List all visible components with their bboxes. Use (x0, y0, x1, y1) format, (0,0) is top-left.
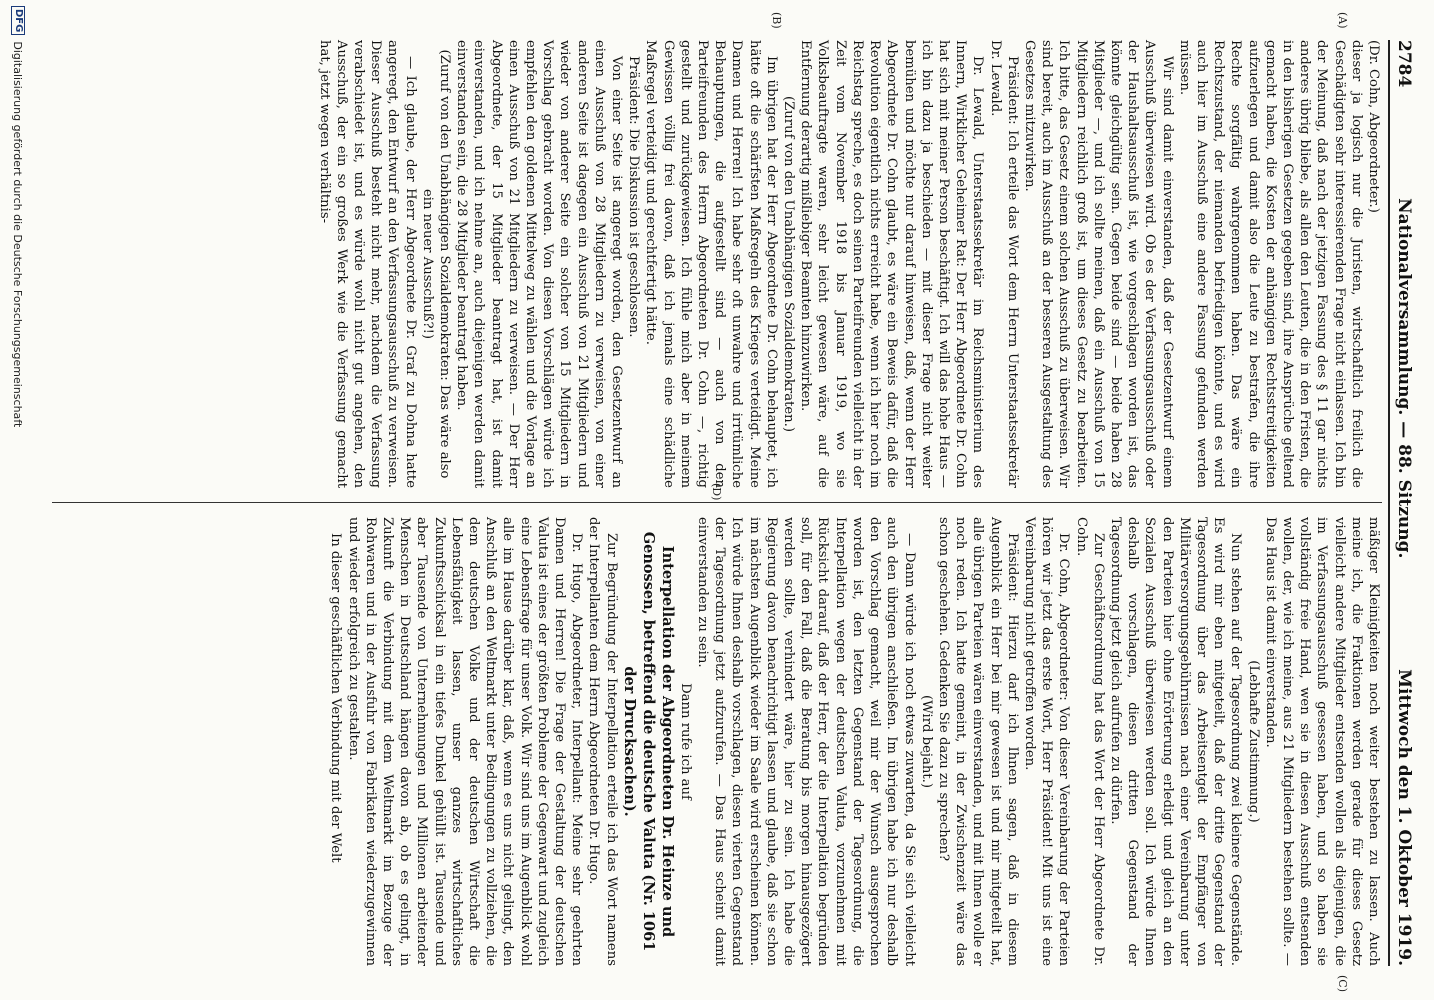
left-column-paragraph: Präsident: Ich erteile das Wort dem Herrn Unterstaatssekretär Dr. Lewald. (987, 40, 1020, 488)
left-column-paragraph: (Zuruf von den Unabhängigen Sozialdemokraten.) (781, 95, 797, 433)
left-column-paragraph: Im übrigen hat der Herr Abgeordnete Dr. Cohn behauptet, ich hätte oft die schärfsten Maßregeln des Krieges verteidigt. Meine Damen und Herren! Ich habe sehr oft unwahre und irrtümliche Behauptungen, die aufgestellt sind — auch von den Parteifreunden des Herrn Abgeordneten Dr. Cohn —, richtig gestellt und zurückgewiesen. Ich fühle mich aber in meinem Gewissen völlig frei davon, daß ich jemals eine schädliche Maßregel verteidigt und gerechtfertigt hätte. (643, 40, 779, 488)
right-column-paragraph: Präsident: Hierzu darf ich Ihnen sagen, daß in diesem Augenblick ein Herr bei mir gewesen ist und mir mitgeteilt hat, alle übrigen Parteien wären einverstanden, und mit Ihnen wolle er noch reden. Ich hatte gemeint, in der Zwischenzeit wäre das schon geschehen. Gedenken Sie dazu zu sprechen? (935, 517, 1020, 966)
right-column-paragraph: (Wird bejaht.) (918, 695, 934, 788)
left-column-paragraph: Dr. Lewald, Unterstaatssekretär im Reichsministerium des Innern, Wirklicher Geheimer Rat: Der Herr Abgeordnete Dr. Cohn hat sich mit meiner Person beschäftigt. Ich will das hohe Haus — ich bin dazu ja beschieden — mit dieser Frage nicht weiter bemühen und möchte nur darauf hinweisen, daß, wenn der Herr Abgeordnete Dr. Cohn glaubt, es wäre ein Beweis dafür, daß die Revolution eigentlich nichts erreicht habe, wenn ich hier noch im Reichstag spreche, es doch seinen Parteifreunden vielleicht in der Zeit vom November 1918 bis Januar 1919, wo sie Volksbeauftragte waren, sehr leicht gewesen wäre, auf die Entfernung derartig mißliebiger Beamten hinzuwirken. (798, 40, 986, 488)
margin-marker-a: (A) (1336, 12, 1349, 29)
right-column-paragraph: Zur Geschäftsordnung hat das Wort der Herr Abgeordnete Dr. Cohn. (1073, 517, 1106, 966)
right-column-paragraph: Dr. Hugo, Abgeordneter, Interpellant: Meine sehr geehrten Damen und Herren! Die Frage der Gestaltung der deutschen Valuta ist eines der größten Probleme der Gegenwart und zugleich eine Lebensfrage für unser Volk. Wir sind uns im Augenblick wohl alle im Hause darüber klar, daß, wenn es uns nicht gelingt, den Anschluß an den Weltmarkt unter Bedingungen zu vollziehen, die dem deutschen Volke und der deutschen Wirtschaft die Lebensfähigkeit lassen, unser ganzes wirtschaftliches Zukunftsschicksal in ein tiefes Dunkel gehüllt ist. Tausende und aber Tausende von Unternehmungen und Millionen arbeitender Menschen in Deutschland hängen davon ab, ob es gelingt, in Zukunft die Verbindung mit dem Weltmarkt im Bezuge der Rohwaren und in der Ausfuhr von Fabrikaten wiederzugewinnen und wieder erfolgreich zu gestalten. (345, 517, 585, 966)
left-column-paragraph: — Ich glaube, der Herr Abgeordnete Dr. Graf zu Dohna hatte angeregt, den Entwurf an den Verfassungsausschuß zu verweisen. Dieser Ausschuß besteht nicht mehr, nachdem die Verfassung verabschiedet ist, und es würde wohl nicht gut angehen, den Ausschuß, der ein so großes Werk wie die Verfassung gemacht hat, jetzt wegen verhältnis- (316, 40, 418, 488)
left-column (52, 12, 1382, 503)
left-column-paragraph: dieser ja logisch nur die Juristen, wirtschaftlich freilich die Geschädigten sehr interessierenden Frage nicht einlassen. Ich bin der Meinung, daß nach der jetzigen Fassung des § 11 gar nichts anderes übrig bliebe, als allen den Leuten, die in den Fristen, die in den bisherigen Gesetzen gegeben sind, ihre Ansprüche geltend gemacht haben, die Kosten der anhängigen Rechtsstreitigkeiten aufzuerlegen und damit also die Leute zu bestrafen, die ihre Rechte sorgfältig wahrgenommen haben. Das wäre ein Rechtszustand, der niemanden befriedigen könnte, und es wird auch hier im Ausschuß eine andere Fassung gefunden werden müssen. (1176, 40, 1364, 488)
digitization-note: Digitalisierung gefördert durch die Deutsche Forschungsgemeinschaft (11, 41, 25, 428)
page-title: Nationalversammlung. — 88. Sitzung. (1394, 198, 1414, 559)
left-column-paragraph: (Zuruf von den Unabhängigen Sozialdemokraten: Das wäre also ein neuer Ausschuß?!) (419, 49, 453, 479)
right-column-paragraph: Dr. Cohn, Abgeordneter: Von dieser Vereinbarung der Parteien hören wir jetzt das erste Wort, Herr Präsident! Mit uns ist eine Vereinbarung nicht getroffen worden. (1021, 517, 1072, 966)
margin-marker-c: (C) (1336, 975, 1349, 992)
right-column-paragraph: Dann rufe ich auf (677, 683, 693, 800)
page-number: 2784 (1394, 40, 1414, 88)
margin-marker-b: (B) (770, 12, 783, 29)
margin-marker-d: (D) (710, 483, 723, 501)
left-column-paragraph: Wir sind damit einverstanden, daß der Gesetzentwurf einem Ausschuß überwiesen wird. Ob es der Verfassungsausschuß oder der Haushaltsausschuß ist, wie vorgeschlagen worden ist, das könnte gleichgültig sein. Gegen beide sind — beide haben 28 Mitglieder —, und ich sollte meinen, daß ein Ausschuß von 15 Mitgliedern reichlich groß ist, um dieses Gesetz zu bearbeiten. Ich bitte, das Gesetz einem solchen Ausschuß zu überweisen. Wir sind bereit, auch im Ausschuß an der besseren Ausgestaltung des Gesetzes mitzuwirken. (1021, 40, 1175, 488)
left-column-paragraph: (Dr. Cohn, Abgeordneter.) (1366, 40, 1381, 213)
right-column-paragraph: mäßiger Kleinigkeiten noch weiter bestehen zu lassen. Auch meine ich, die Fraktionen werden gerade für dieses Gesetz vielleicht andere Mitglieder entsenden wollen als diejenigen, die im Verfassungsausschuß gesessen haben, und so haben sie vollständig freie Hand, wen sie in diesen Ausschuß entsenden wollen, der, wie ich meine, aus 21 Mitgliedern bestehen sollte. — Das Haus ist damit einverstanden. (1262, 517, 1381, 966)
right-column (52, 483, 1382, 992)
digitization-footer (6, 0, 30, 1000)
right-column-paragraph: Interpellation der Abgeordneten Dr. Heinze und Genossen, betreffend die deutsche Valuta (Nr. 1061 der Drucksachen). (620, 531, 676, 952)
page-header (1388, 40, 1414, 966)
right-column-paragraph: Nun stehen auf der Tagesordnung zwei kleinere Gegenstände. Es wird mir eben mitgeteilt, daß der dritte Gegenstand der Tagesordnung über das Arbeitsentgelt der Empfänger von Militärversorgungsgebührnissen nach einer Vereinbarung unter den Parteien hier ohne Erörterung erledigt und gleich an den Sozialen Ausschuß überwiesen werden soll. Ich würde Ihnen deshalb vorschlagen, diesen dritten Gegenstand der Tagesordnung jetzt gleich aufrufen zu dürfen. (1107, 517, 1244, 966)
text-columns (52, 12, 1382, 992)
right-column-paragraph: Zur Begründung der Interpellation erteile ich das Wort namens der Interpellanten dem Herrn Abgeordneten Dr. Hugo. (586, 517, 619, 966)
left-column-paragraph: Von einer Seite ist angeregt worden, den Gesetzentwurf an einen Ausschuß von 28 Mitgliedern zu verweisen, von einer anderen Seite ist dagegen ein Ausschuß von 21 Mitgliedern und wieder von anderer Seite ein solcher von 15 Mitgliedern in Vorschlag gebracht worden. Von diesen Vorschlägen würde ich empfehlen den goldenen Mittelweg zu wählen und die Vorlage an einen Ausschuß von 21 Mitgliedern zu verweisen. — Der Herr Abgeordnete, der 15 Mitglieder beantragt hat, ist damit einverstanden, und ich nehme an, auch diejenigen werden damit einverstanden sein, die 28 Mitglieder beantragt haben. (454, 40, 625, 488)
right-column-paragraph: — Dann würde ich noch etwas zuwarten, da Sie sich vielleicht auch den übrigen anschließen. Im übrigen habe ich nur deshalb den Vorschlag gemacht, weil mir der Wunsch ausgesprochen worden ist, den letzten Gegenstand der Tagesordnung, die Interpellation wegen der deutschen Valuta, vorzunehmen mit Rücksicht darauf, daß der Herr, der die Interpellation begründen soll, für den Fall, daß die Beratung bis morgen hinausgezögert werden sollte, verhindert wäre, hier zu sein. Ich habe die Regierung davon benachrichtigt lassen und glaube, daß sie schon im nächsten Augenblick wieder im Saale wird erscheinen können. Ich würde Ihnen deshalb vorschlagen, diesen vierten Gegenstand der Tagesordnung jetzt aufzurufen. — Das Haus scheint damit einverstanden zu sein. (695, 517, 917, 966)
right-column-paragraph: In dieser geschäftlichen Verbindung mit der Welt (328, 533, 344, 863)
left-column-paragraph: Präsident: Die Diskussion ist geschlossen. (626, 56, 642, 338)
session-date: Mittwoch den 1. Oktober 1919. (1394, 669, 1414, 966)
right-column-paragraph: (Lebhafte Zustimmung.) (1245, 660, 1261, 823)
dfg-logo: DFG (11, 6, 25, 35)
